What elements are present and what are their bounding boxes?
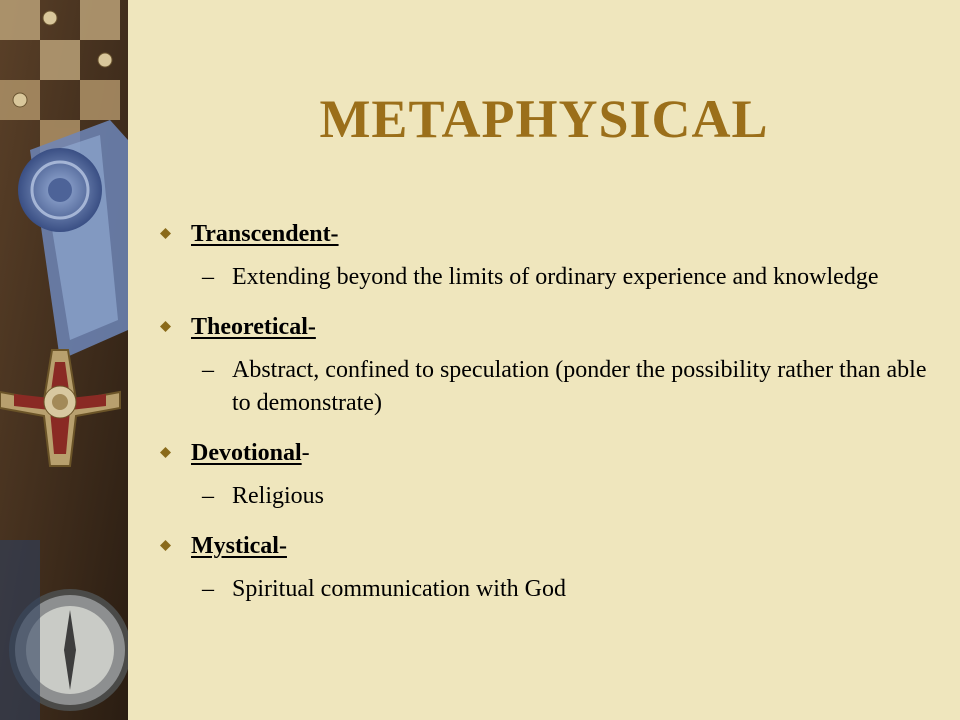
term-label: Theoretical-	[191, 314, 316, 340]
description-text: Abstract, confined to speculation (ponder the possibility rather than able to demonstrate)	[232, 357, 927, 416]
list-item	[160, 310, 930, 420]
diamond-bullet-icon	[160, 540, 171, 551]
item-description	[160, 261, 930, 294]
dash-marker: –	[202, 483, 214, 509]
decorative-side-image	[0, 0, 128, 720]
diamond-bullet-icon	[160, 228, 171, 239]
description-text: Religious	[232, 483, 325, 509]
item-description	[160, 480, 930, 513]
dash-marker: –	[202, 357, 214, 383]
diamond-bullet-icon	[160, 321, 171, 332]
item-heading	[160, 436, 930, 470]
dash-marker: –	[202, 576, 214, 602]
list-item	[160, 436, 930, 513]
description-text: Extending beyond the limits of ordinary experience and knowledge	[232, 264, 879, 290]
item-heading	[160, 310, 930, 344]
list-item	[160, 217, 930, 294]
description-text: Spiritual communication with God	[232, 576, 566, 602]
term-label: Mystical-	[191, 533, 287, 559]
term-label: Transcendent-	[191, 221, 339, 247]
item-description	[160, 573, 930, 606]
item-heading	[160, 529, 930, 563]
item-heading	[160, 217, 930, 251]
term-suffix: -	[301, 440, 310, 466]
term-label: Devotional	[191, 440, 302, 466]
medal-photo-illustration	[0, 0, 128, 720]
dash-marker: –	[202, 264, 214, 290]
item-description	[160, 354, 930, 420]
diamond-bullet-icon	[160, 447, 171, 458]
slide-title: METAPHYSICAL	[319, 89, 769, 149]
definition-list	[160, 217, 930, 622]
list-item	[160, 529, 930, 606]
